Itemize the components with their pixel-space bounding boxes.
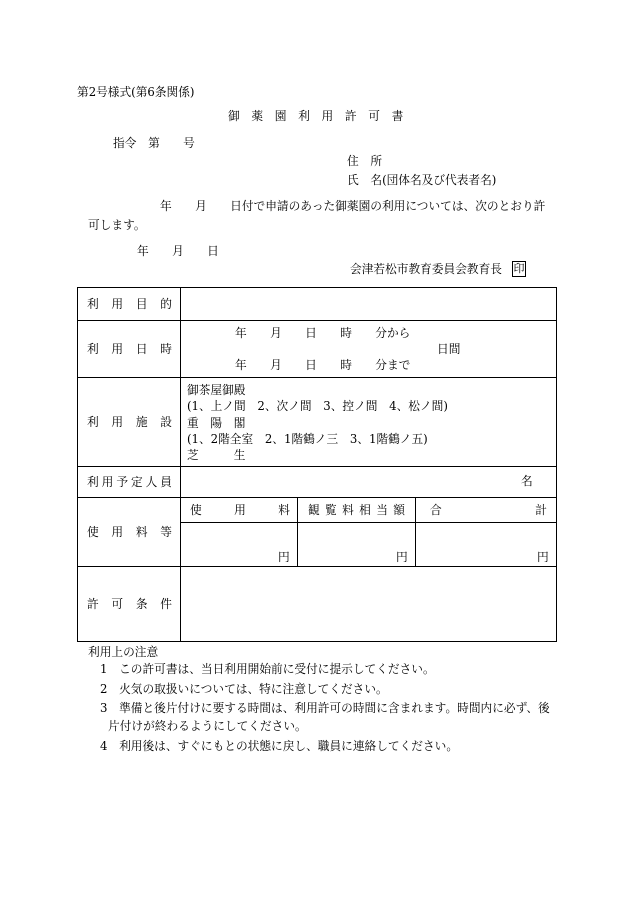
fee-header-total [415,497,556,522]
row-label-text: 使 用 料 等 [87,524,172,539]
facility-list [187,382,448,463]
fee-header-text: 使 用 料 [190,502,290,517]
attendees-field [180,466,556,497]
datetime-from: 年 月 日 時 分から [235,326,411,340]
row-label-datetime [77,320,180,377]
fee-header-text: 観覧料相当額 [308,502,405,517]
row-label-text: 利 用 目 的 [87,296,172,311]
datetime-to: 年 月 日 時 分まで [235,358,411,372]
facilities-field [180,377,556,466]
fee-value-viewing [297,522,415,566]
datetime-days: 日間 [437,342,461,356]
fee-value-usage [180,522,297,566]
address-label: 住 所 [347,154,383,168]
issue-date: 年 月 日 [137,244,219,258]
name-label: 氏 名(団体名及び代表者名) [347,173,497,187]
attendees-unit: 名 [521,474,533,488]
issuer-title: 会津若松市教育委員会教育長 [350,262,502,276]
currency-unit: 円 [396,550,408,564]
fee-value-total [415,522,556,566]
note-item: 2 火気の取扱いについては、特に注意してください。 [100,682,388,696]
document-title: 御 薬 園 利 用 許 可 書 [228,109,404,123]
body-line-2: 可します。 [88,218,146,232]
note-item: 3 準備と後片付けに要する時間は、利用許可の時間に含まれます。時間内に必ず、後 [100,701,550,715]
facility-line: 芝 生 [187,448,246,463]
datetime-field [180,320,556,377]
seal-mark: 印 [513,262,525,275]
conditions-field [181,567,556,641]
form-number: 第2号様式(第6条関係) [77,85,195,99]
facility-line: 重 陽 閣 [187,415,246,430]
purpose-field [181,288,556,320]
directive-number: 指令 第 号 [113,136,195,150]
body-line-1: 年 月 日付で申請のあった御薬園の利用については、次のとおり許 [160,199,546,213]
row-label-text: 利 用 施 設 [87,414,172,429]
note-item: 4 利用後は、すぐにもとの状態に戻し、職員に連絡してください。 [100,739,459,753]
facility-line: 御茶屋御殿 [187,383,246,397]
facility-line: (1、上ノ間 2、次ノ間 3、控ノ間 4、松ノ間) [187,399,448,414]
note-item: 1 この許可書は、当日利用開始前に受付に提示してください。 [100,662,435,676]
row-label-fees [77,497,180,566]
fee-header-usage [180,497,297,522]
row-label-facilities [77,377,180,466]
row-label-text: 利用予定人員 [87,474,172,489]
fee-header-text: 合 計 [430,502,547,517]
currency-unit: 円 [278,550,290,564]
currency-unit: 円 [537,550,549,564]
row-label-text: 利 用 日 時 [87,341,172,356]
facility-line: (1、2階全室 2、1階鶴ノ三 3、1階鶴ノ五) [187,431,428,446]
row-label-conditions [77,566,180,641]
row-label-attendees [77,466,180,497]
notes-heading: 利用上の注意 [88,645,159,659]
row-label-purpose [77,287,180,320]
row-label-text: 許 可 条 件 [87,596,172,611]
note-item-continuation: 片付けが終わるようにしてください。 [108,719,307,733]
fee-header-viewing [297,497,415,522]
